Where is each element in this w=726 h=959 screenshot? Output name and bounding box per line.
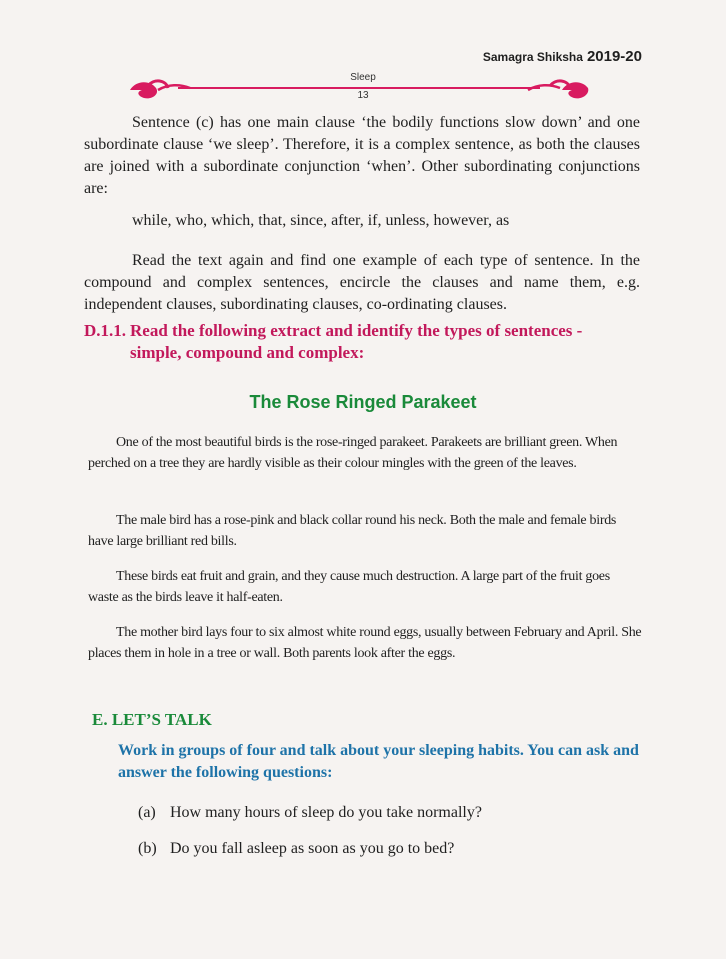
section-d-heading [84,320,644,364]
passage-paragraph: The mother bird lays four to six almost white round eggs, usually between February and April. She places them in hole in a tree or wall. Both parents look after the eggs. [88,625,642,661]
section-e-instruction: Work in groups of four and talk about your sleeping habits. You can ask and answer the following questions: [118,742,639,781]
section-number: D.1.1. [84,321,127,340]
question-item [138,838,618,860]
publication-year: 2019-20 [586,48,642,65]
body-paragraph: Sentence (c) has one main clause ‘the bodily functions slow down’ and one subordinate clause ‘we sleep’. Therefore, it is a complex sentence, as both the clauses are joined with a subordinate conjunction ‘when’. Other subordinating conjunctions are: [84,114,640,197]
section-heading-line: Read the following extract and identify the types of sentences - [130,321,583,340]
passage-paragraph: One of the most beautiful birds is the rose-ringed parakeet. Parakeets are brilliant green. When perched on a tree they are hardly visible as their colour mingles with the green of the leaves. [88,435,618,471]
page-header [483,48,642,65]
passage-paragraph: The male bird has a rose-pink and black collar round his neck. Both the male and female birds have large brilliant red bills. [88,513,617,549]
question-text: Do you fall asleep as soon as you go to bed? [170,840,455,857]
conjunction-list: while, who, which, that, since, after, if, unless, however, as [132,212,510,229]
question-text: How many hours of sleep do you take normally? [170,804,482,821]
chapter-name: Sleep [350,72,376,83]
question-item [138,802,618,824]
publisher-name: Samagra Shiksha [482,50,583,64]
page-number: 13 [357,90,369,101]
section-e-heading: E. LET’S TALK [92,710,212,729]
section-heading-line: simple, compound and complex: [130,343,365,362]
passage-paragraph: These birds eat fruit and grain, and they cause much destruction. A large part of the fruit goes waste as the birds leave it half-eaten. [88,569,610,605]
body-paragraph: Read the text again and find one example of each type of sentence. In the compound and complex sentences, encircle the clauses and name them, e.g. independent clauses, subordinating clauses, co-ordinating clauses. [84,252,640,313]
passage-title: The Rose Ringed Parakeet [249,392,477,412]
question-label: (a) [138,804,156,821]
question-label: (b) [138,840,157,857]
